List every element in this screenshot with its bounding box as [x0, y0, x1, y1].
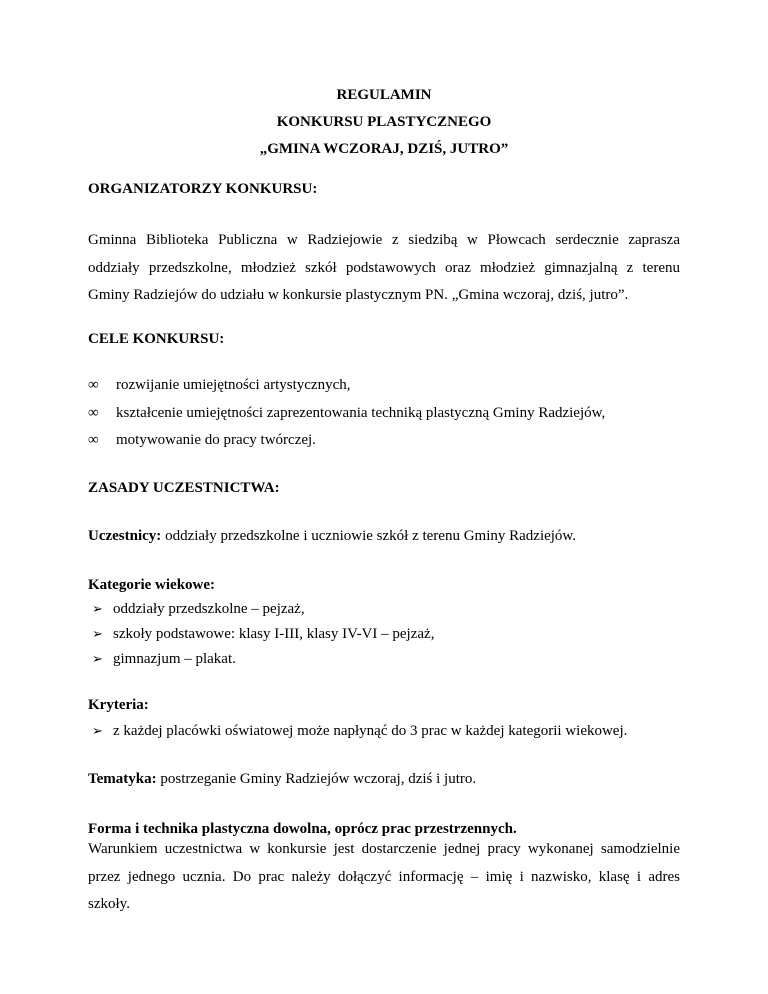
form-line-1: Warunkiem uczestnictwa w konkursie jest dostarczenie jednej pracy wykonanej samodzielnie [88, 841, 680, 857]
form-heading: Forma i technika plastyczna dowolna, oprócz prac przestrzennych. [88, 821, 517, 837]
contest-name: „GMINA WCZORAJ, DZIŚ, JUTRO” [259, 141, 509, 157]
participants-text: oddziały przedszkolne i uczniowie szkół z terenu Gminy Radziejów. [161, 528, 577, 544]
age-categories-label: Kategorie wiekowe: [88, 577, 216, 593]
infinity-bullet-icon: ∞ [88, 377, 99, 393]
theme-text: postrzeganie Gminy Radziejów wczoraj, dziś i jutro. [156, 771, 477, 787]
arrow-bullet-icon: ➢ [92, 651, 103, 666]
criteria-label: Kryteria: [88, 697, 149, 713]
theme-line [88, 770, 476, 788]
goal-text: motywowanie do pracy twórczej. [116, 432, 316, 448]
participants-line [88, 527, 576, 545]
document-subtitle: KONKURSU PLASTYCZNEGO [276, 114, 492, 130]
age-category-text: oddziały przedszkolne – pejzaż, [113, 601, 305, 617]
arrow-bullet-icon: ➢ [92, 626, 103, 641]
goal-text: rozwijanie umiejętności artystycznych, [116, 377, 351, 393]
infinity-bullet-icon: ∞ [88, 432, 99, 448]
age-category-text: gimnazjum – plakat. [113, 651, 236, 667]
form-line-3: szkoły. [88, 896, 130, 912]
infinity-bullet-icon: ∞ [88, 404, 99, 421]
form-line-2: przez jednego ucznia. Do prac należy dołączyć informację – imię i nazwisko, klasę i adres [88, 868, 680, 885]
arrow-bullet-icon: ➢ [92, 723, 103, 738]
organizers-heading: ORGANIZATORZY KONKURSU: [88, 181, 318, 197]
form-paragraph [88, 836, 680, 919]
document-page [88, 0, 680, 994]
document-title: REGULAMIN [336, 87, 432, 103]
participants-label: Uczestnicy: [88, 528, 162, 544]
organizers-line-1: Gminna Biblioteka Publiczna w Radziejowie z siedzibą w Płowcach serdecznie zaprasza [88, 232, 680, 248]
goals-heading: CELE KONKURSU: [88, 331, 225, 347]
organizers-line-2: oddziały przedszkolne, młodzież szkół podstawowych oraz młodzież gimnazjalną z terenu [88, 259, 680, 276]
arrow-bullet-icon: ➢ [92, 601, 103, 616]
organizers-line-3: Gminy Radziejów do udziału w konkursie plastycznym PN. „Gmina wczoraj, dziś, jutro”. [88, 287, 629, 303]
age-category-text: szkoły podstawowe: klasy I-III, klasy IV-VI – pejzaż, [113, 626, 435, 642]
theme-label: Tematyka: [88, 771, 157, 787]
organizers-paragraph [88, 227, 680, 310]
rules-heading: ZASADY UCZESTNICTWA: [88, 480, 280, 496]
goal-text: kształcenie umiejętności zaprezentowania techniką plastyczną Gminy Radziejów, [116, 404, 606, 421]
criteria-text: z każdej placówki oświatowej może napłynąć do 3 prac w każdej kategorii wiekowej. [113, 723, 628, 739]
